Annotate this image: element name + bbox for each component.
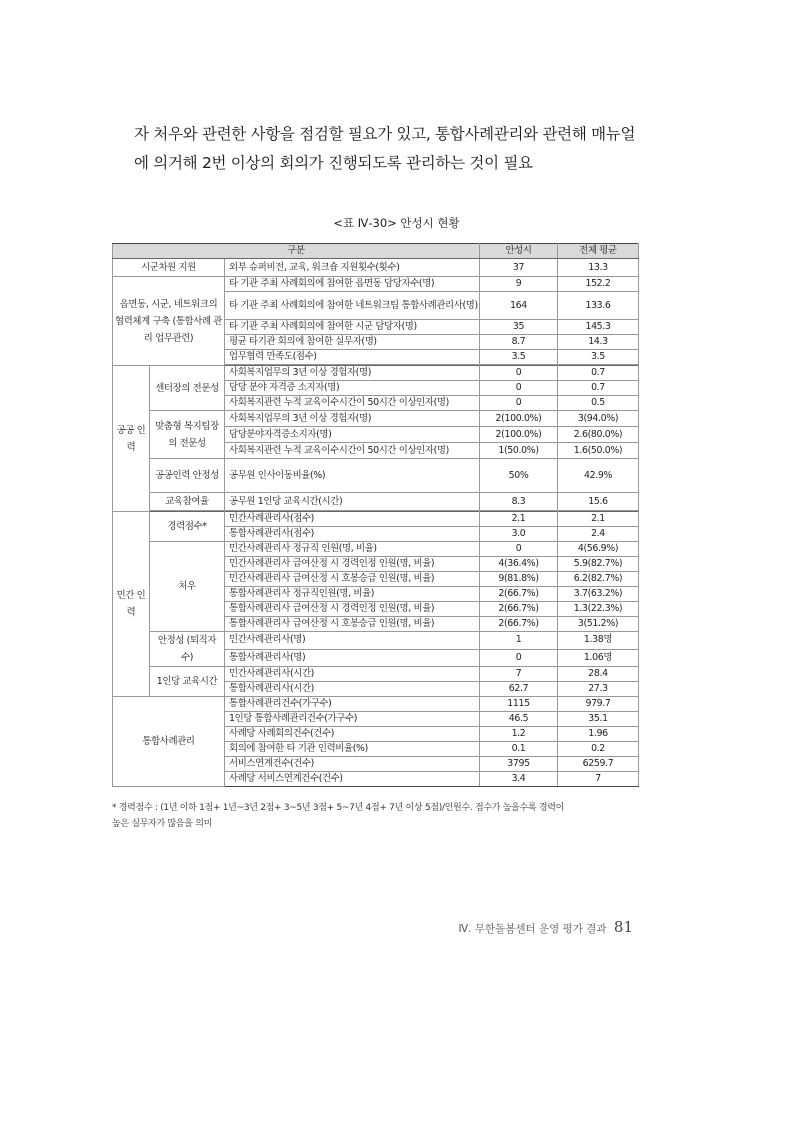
subcategory-cell: 안정성 (퇴직자수) — [150, 632, 225, 667]
item-cell: 민간사례관리사(명) — [225, 632, 480, 650]
table-row — [113, 512, 639, 527]
item-cell: 담당 분야 자격증 소지자(명) — [225, 381, 480, 396]
anseong-value: 3.4 — [480, 772, 558, 787]
intro-line: 에 의거해 2번 이상의 회의가 진행되도록 관리하는 것이 필요 — [134, 154, 533, 172]
average-value: 133.6 — [558, 292, 639, 320]
page-number: 81 — [613, 918, 633, 936]
table-row — [113, 667, 639, 682]
average-value: 1.06명 — [558, 649, 639, 667]
anseong-value: 2(100.0%) — [480, 427, 558, 443]
item-cell: 타 기관 주최 사례회의에 참여한 시군 담당자(명) — [225, 320, 480, 335]
anseong-value: 3.5 — [480, 350, 558, 365]
intro-paragraph — [134, 120, 664, 178]
item-cell: 민간사례관리사(점수) — [225, 512, 480, 527]
anseong-value: 0 — [480, 381, 558, 396]
table-row — [113, 493, 639, 511]
item-cell: 1인당 통합사례관리건수(가구수) — [225, 712, 480, 727]
average-value: 1.3(22.3%) — [558, 602, 639, 617]
anseong-value: 9 — [480, 277, 558, 292]
item-cell: 사례당 사례회의건수(건수) — [225, 727, 480, 742]
header-average: 전체 평균 — [558, 244, 639, 259]
item-cell: 민간사례관리사 급여산정 시 호봉승급 인원(명, 비율) — [225, 572, 480, 587]
average-value: 14.3 — [558, 335, 639, 350]
anseong-value: 4(36.4%) — [480, 557, 558, 572]
anseong-value: 3.0 — [480, 527, 558, 542]
table-row — [113, 632, 639, 650]
table-row — [113, 259, 639, 277]
anseong-value: 0 — [480, 649, 558, 667]
table-row — [113, 542, 639, 557]
item-cell: 사회복지업무의 3년 이상 경험자(명) — [225, 366, 480, 381]
table-footnote — [112, 800, 642, 832]
item-cell: 민간사례관리사(시간) — [225, 667, 480, 682]
header-category: 구분 — [113, 244, 480, 259]
item-cell: 통합사례관리사 급여산정 시 호봉승급 인원(명, 비율) — [225, 617, 480, 632]
table-row — [113, 366, 639, 381]
subcategory-cell: 공공인력 안정성 — [150, 459, 225, 493]
average-value: 3.5 — [558, 350, 639, 365]
anseong-value: 35 — [480, 320, 558, 335]
item-cell: 사회복지관련 누적 교육이수시간이 50시간 이상인자(명) — [225, 396, 480, 411]
average-value: 3.7(63.2%) — [558, 587, 639, 602]
anseong-value: 46.5 — [480, 712, 558, 727]
category-cell: 공공 인력 — [113, 366, 150, 512]
item-cell: 공무원 인사이동비율(%) — [225, 459, 480, 493]
average-value: 42.9% — [558, 459, 639, 493]
page-footer — [458, 918, 633, 936]
category-cell: 민간 인력 — [113, 512, 150, 697]
table-row — [113, 459, 639, 493]
category-cell: 읍면동, 시군, 네트워크의 협력체계 구축 (통합사례 관리 업무관련) — [113, 277, 225, 366]
item-cell: 통합사례관리사 급여산정 시 경력인정 인원(명, 비율) — [225, 602, 480, 617]
item-cell: 서비스연계건수(건수) — [225, 757, 480, 772]
item-cell: 평균 타기관 회의에 참여한 실무자(명) — [225, 335, 480, 350]
item-cell: 회의에 참여한 타 기관 인력비율(%) — [225, 742, 480, 757]
item-cell: 업무협력 만족도(점수) — [225, 350, 480, 365]
item-cell: 담당분야자격증소지자(명) — [225, 427, 480, 443]
item-cell: 사회복지관련 누적 교육이수시간이 50시간 이상인자(명) — [225, 443, 480, 459]
anseong-value: 37 — [480, 259, 558, 277]
category-cell: 통합사례관리 — [113, 697, 225, 787]
average-value: 15.6 — [558, 493, 639, 511]
table-row — [113, 277, 639, 292]
item-cell: 외부 슈퍼비전, 교육, 워크숍 지원횟수(횟수) — [225, 259, 480, 277]
item-cell: 타 기관 주최 사례회의에 참여한 읍면동 담당자수(명) — [225, 277, 480, 292]
average-value: 2.6(80.0%) — [558, 427, 639, 443]
statistics-table — [112, 243, 639, 787]
average-value: 0.2 — [558, 742, 639, 757]
item-cell: 민간사례관리사 정규직 인원(명, 비율) — [225, 542, 480, 557]
table-row — [113, 411, 639, 427]
anseong-value: 7 — [480, 667, 558, 682]
anseong-value: 1(50.0%) — [480, 443, 558, 459]
table-caption: <표 Ⅳ-30> 안성시 현황 — [333, 216, 460, 230]
anseong-value: 0 — [480, 366, 558, 381]
item-cell: 타 기관 주최 사례회의에 참여한 네트워크팀 통합사례관리사(명) — [225, 292, 480, 320]
table-row — [113, 697, 639, 712]
anseong-value: 3795 — [480, 757, 558, 772]
average-value: 145.3 — [558, 320, 639, 335]
footnote-line: * 경력점수 : (1년 이하 1점+ 1년~3년 2점+ 3~5년 3점+ 5~7년 4점+ 7년 이상 5점)/인원수. 점수가 높을수록 경력이 — [112, 803, 565, 813]
average-value: 28.4 — [558, 667, 639, 682]
table-header-row — [113, 244, 639, 259]
average-value: 0.7 — [558, 366, 639, 381]
average-value: 2.4 — [558, 527, 639, 542]
item-cell: 통합사례관리건수(가구수) — [225, 697, 480, 712]
subcategory-cell: 센터장의 전문성 — [150, 366, 225, 411]
average-value: 1.6(50.0%) — [558, 443, 639, 459]
anseong-value: 0.1 — [480, 742, 558, 757]
anseong-value: 8.3 — [480, 493, 558, 511]
average-value: 0.5 — [558, 396, 639, 411]
average-value: 979.7 — [558, 697, 639, 712]
category-cell: 시군차원 지원 — [113, 259, 225, 277]
subcategory-cell: 1인당 교육시간 — [150, 667, 225, 697]
average-value: 2.1 — [558, 512, 639, 527]
average-value: 13.3 — [558, 259, 639, 277]
anseong-value: 2(66.7%) — [480, 602, 558, 617]
anseong-value: 9(81.8%) — [480, 572, 558, 587]
subcategory-cell: 경력점수* — [150, 512, 225, 542]
average-value: 35.1 — [558, 712, 639, 727]
average-value: 4(56.9%) — [558, 542, 639, 557]
subcategory-cell: 교육참여율 — [150, 493, 225, 511]
item-cell: 사례당 서비스연계건수(건수) — [225, 772, 480, 787]
anseong-value: 164 — [480, 292, 558, 320]
item-cell: 공무원 1인당 교육시간(시간) — [225, 493, 480, 511]
item-cell: 민간사례관리사 급여산정 시 경력인정 인원(명, 비율) — [225, 557, 480, 572]
average-value: 1.96 — [558, 727, 639, 742]
anseong-value: 2(66.7%) — [480, 587, 558, 602]
average-value: 6.2(82.7%) — [558, 572, 639, 587]
anseong-value: 50% — [480, 459, 558, 493]
average-value: 6259.7 — [558, 757, 639, 772]
anseong-value: 0 — [480, 542, 558, 557]
anseong-value: 2(100.0%) — [480, 411, 558, 427]
footnote-line: 높은 실무자가 많음을 의미 — [112, 819, 213, 829]
anseong-value: 1115 — [480, 697, 558, 712]
intro-line: 자 처우와 관련한 사항을 점검할 필요가 있고, 통합사례관리와 관련해 매뉴얼 — [134, 125, 636, 143]
average-value: 27.3 — [558, 682, 639, 697]
item-cell: 통합사례관리사(명) — [225, 649, 480, 667]
item-cell: 사회복지업무의 3년 이상 경험자(명) — [225, 411, 480, 427]
anseong-value: 0 — [480, 396, 558, 411]
anseong-value: 2(66.7%) — [480, 617, 558, 632]
item-cell: 통합사례관리사(점수) — [225, 527, 480, 542]
average-value: 3(51.2%) — [558, 617, 639, 632]
subcategory-cell: 맞춤형 복지팀장의 전문성 — [150, 411, 225, 459]
item-cell: 통합사례관리사 정규직인원(명, 비율) — [225, 587, 480, 602]
average-value: 5.9(82.7%) — [558, 557, 639, 572]
anseong-value: 8.7 — [480, 335, 558, 350]
item-cell: 통합사례관리사(시간) — [225, 682, 480, 697]
chapter-label: Ⅳ. 무한돌봄센터 운영 평가 결과 — [458, 923, 607, 935]
anseong-value: 2.1 — [480, 512, 558, 527]
anseong-value: 1 — [480, 632, 558, 650]
subcategory-cell: 처우 — [150, 542, 225, 632]
anseong-value: 62.7 — [480, 682, 558, 697]
average-value: 1.38명 — [558, 632, 639, 650]
average-value: 7 — [558, 772, 639, 787]
average-value: 152.2 — [558, 277, 639, 292]
header-anseong: 안성시 — [480, 244, 558, 259]
anseong-value: 1.2 — [480, 727, 558, 742]
average-value: 3(94.0%) — [558, 411, 639, 427]
average-value: 0.7 — [558, 381, 639, 396]
